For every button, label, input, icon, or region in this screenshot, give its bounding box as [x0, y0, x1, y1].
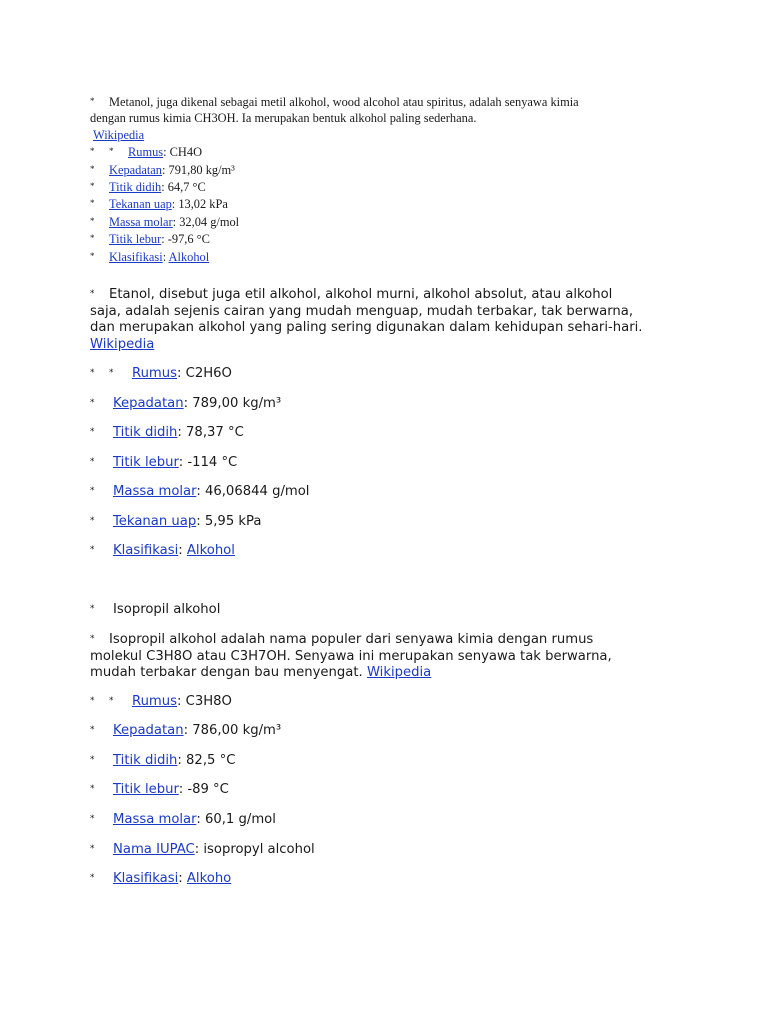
isopropil-prop-klasifikasi: * Klasifikasi: Alkoho	[90, 871, 232, 886]
etanol-prop-tekanan-uap: * Tekanan uap: 5,95 kPa	[90, 514, 262, 529]
massa-molar-link[interactable]: Massa molar	[109, 214, 173, 229]
metanol-prop-rumus: * * Rumus: CH4O	[90, 145, 203, 160]
alkohol-link[interactable]: Alkohol	[168, 249, 210, 264]
metanol-paragraph-line-2: dengan rumus kimia CH3OH. Ia merupakan bentuk alkohol paling sederhana.	[90, 111, 477, 126]
klasifikasi-link[interactable]: Klasifikasi	[113, 543, 179, 558]
bullet-icon: *	[90, 696, 95, 706]
isopropil-prop-massa-molar: * Massa molar: 60,1 g/mol	[90, 812, 276, 827]
rumus-link[interactable]: Rumus	[128, 145, 164, 160]
kepadatan-link[interactable]: Kepadatan	[109, 162, 162, 177]
metanol-prop-massa-molar: * Massa molar: 32,04 g/mol	[90, 214, 240, 229]
titik-lebur-link[interactable]: Titik lebur	[113, 782, 179, 797]
titik-lebur-link[interactable]: Titik lebur	[113, 455, 179, 470]
etanol-prop-rumus: * * Rumus: C2H6O	[90, 366, 232, 381]
isopropil-prop-titik-lebur: * Titik lebur: -89 °C	[90, 782, 229, 797]
bullet-icon: *	[109, 368, 114, 378]
bullet-icon: *	[90, 198, 95, 209]
bullet-icon: *	[90, 181, 95, 192]
nama-iupac-link[interactable]: Nama IUPAC	[113, 842, 195, 857]
bullet-icon: *	[90, 873, 95, 883]
kepadatan-link[interactable]: Kepadatan	[113, 396, 184, 411]
etanol-prop-massa-molar: * Massa molar: 46,06844 g/mol	[90, 484, 310, 499]
bullet-icon: *	[90, 604, 95, 614]
isopropil-prop-titik-didih: * Titik didih: 82,5 °C	[90, 753, 236, 768]
rumus-link[interactable]: Rumus	[132, 694, 178, 709]
bullet-icon: *	[90, 398, 95, 408]
tekanan-uap-link[interactable]: Tekanan uap	[109, 197, 172, 212]
bullet-icon: *	[90, 814, 95, 824]
rumus-link[interactable]: Rumus	[132, 366, 178, 381]
etanol-prop-klasifikasi: * Klasifikasi: Alkohol	[90, 543, 235, 558]
bullet-icon: *	[90, 163, 95, 174]
bullet-icon: *	[90, 725, 95, 735]
bullet-icon: *	[90, 289, 95, 299]
titik-didih-link[interactable]: Titik didih	[109, 180, 162, 195]
titik-didih-link[interactable]: Titik didih	[113, 753, 178, 768]
etanol-prop-titik-lebur: * Titik lebur: -114 °C	[90, 455, 238, 470]
bullet-icon: *	[90, 368, 95, 378]
bullet-icon: *	[90, 215, 95, 226]
klasifikasi-link[interactable]: Klasifikasi	[109, 249, 163, 264]
bullet-icon: *	[90, 784, 95, 794]
etanol-paragraph: * Etanol, disebut juga etil alkohol, alkohol murni, alkohol absolut, atau alkohol saja, adalah sejenis cairan yang mudah menguap, mudah terbakar, tak berwarna, dan merupakan alkohol yang paling sering digunakan dalam kehidupan sehari-hari. Wikipedia	[90, 287, 643, 352]
alkohol-link[interactable]: Alkohol	[186, 543, 235, 558]
klasifikasi-link[interactable]: Klasifikasi	[113, 871, 179, 886]
bullet-icon: *	[90, 457, 95, 467]
metanol-prop-titik-lebur: * Titik lebur: -97,6 °C	[90, 232, 210, 247]
metanol-prop-titik-didih: * Titik didih: 64,7 °C	[90, 180, 206, 195]
isopropil-heading: * Isopropil alkohol	[90, 602, 221, 617]
kepadatan-link[interactable]: Kepadatan	[113, 723, 184, 738]
tekanan-uap-link[interactable]: Tekanan uap	[113, 514, 197, 529]
bullet-icon: *	[90, 516, 95, 526]
bullet-icon: *	[90, 427, 95, 437]
metanol-prop-klasifikasi: * Klasifikasi: Alkohol	[90, 249, 210, 264]
isopropil-wikipedia-link[interactable]: Wikipedia	[366, 665, 432, 681]
bullet-icon: *	[109, 696, 114, 706]
alkoho-link[interactable]: Alkoho	[186, 871, 232, 886]
isopropil-prop-rumus: * * Rumus: C3H8O	[90, 694, 232, 709]
etanol-prop-titik-didih: * Titik didih: 78,37 °C	[90, 425, 244, 440]
isopropil-prop-nama-iupac: * Nama IUPAC: isopropyl alcohol	[90, 842, 315, 857]
metanol-prop-tekanan-uap: * Tekanan uap: 13,02 kPa	[90, 197, 228, 212]
bullet-icon: *	[90, 486, 95, 496]
titik-didih-link[interactable]: Titik didih	[113, 425, 178, 440]
bullet-icon: *	[90, 755, 95, 765]
bullet-icon: *	[90, 96, 95, 106]
bullet-icon: *	[109, 146, 114, 157]
bullet-icon: *	[90, 634, 95, 644]
metanol-section	[90, 93, 750, 265]
massa-molar-link[interactable]: Massa molar	[113, 484, 197, 499]
metanol-wikipedia-link[interactable]: Wikipedia	[93, 127, 145, 142]
bullet-icon: *	[90, 545, 95, 555]
bullet-icon: *	[90, 250, 95, 261]
metanol-prop-kepadatan: * Kepadatan: 791,80 kg/m³	[90, 162, 235, 177]
titik-lebur-link[interactable]: Titik lebur	[109, 232, 162, 247]
etanol-prop-kepadatan: * Kepadatan: 789,00 kg/m³	[90, 396, 282, 411]
massa-molar-link[interactable]: Massa molar	[113, 812, 197, 827]
etanol-wikipedia-link[interactable]: Wikipedia	[90, 336, 155, 352]
isopropil-paragraph: * Isopropil alkohol adalah nama populer dari senyawa kimia dengan rumus molekul C3H8O atau C3H7OH. Senyawa ini merupakan senyawa tak berwarna, mudah terbakar dengan bau menyengat. Wikipedia	[90, 632, 612, 681]
bullet-icon: *	[90, 844, 95, 854]
bullet-icon: *	[90, 146, 95, 157]
isopropil-prop-kepadatan: * Kepadatan: 786,00 kg/m³	[90, 723, 282, 738]
metanol-paragraph-line-1: * Metanol, juga dikenal sebagai metil alkohol, wood alcohol atau spiritus, adalah senyawa kimia	[90, 95, 579, 109]
bullet-icon: *	[90, 233, 95, 244]
